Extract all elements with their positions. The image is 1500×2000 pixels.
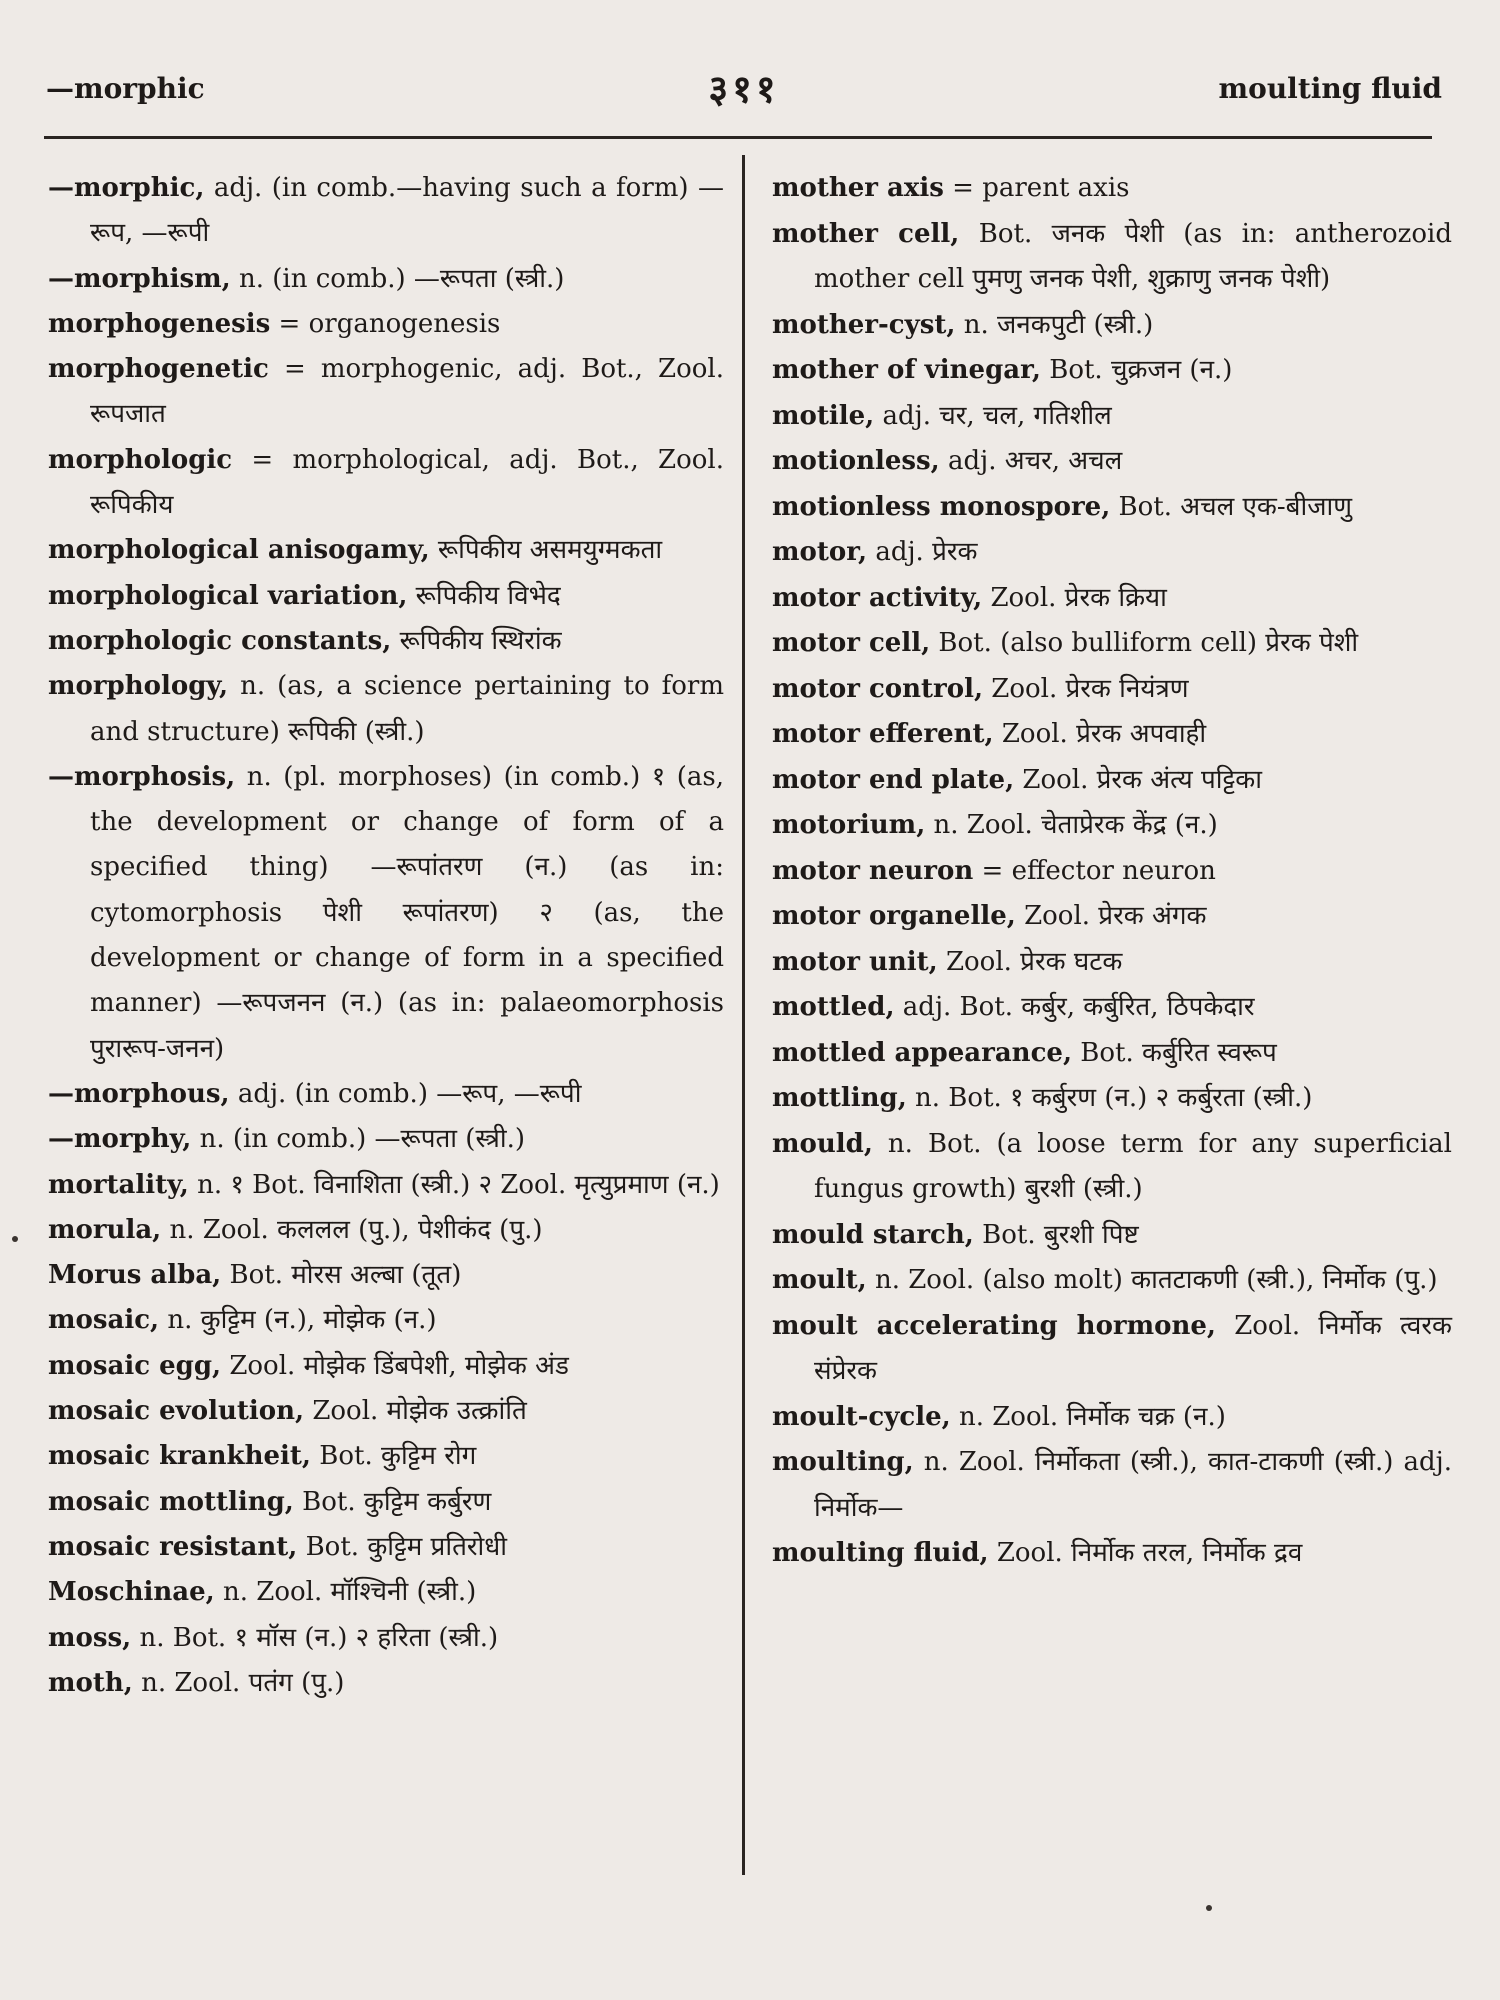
entry-definition: n. (in comb.) —रूपता (स्त्री.) bbox=[191, 1124, 526, 1155]
entry-headword: motor unit, bbox=[772, 946, 938, 977]
entry-headword: —morphous, bbox=[48, 1078, 230, 1109]
dictionary-entry bbox=[48, 1253, 724, 1298]
right-column bbox=[772, 166, 1461, 1577]
entry-headword: mosaic evolution, bbox=[48, 1396, 305, 1427]
page-number: ३११ bbox=[708, 66, 780, 111]
dictionary-entry bbox=[772, 1122, 1461, 1213]
entry-headword: morula, bbox=[48, 1214, 162, 1245]
entry-definition: n. (as, a science pertaining to form and structure) रूपिकी (स्त्री.) bbox=[90, 671, 733, 747]
dictionary-entry bbox=[772, 439, 1452, 485]
page-header bbox=[46, 62, 1442, 122]
dictionary-entry bbox=[772, 1213, 1452, 1259]
entry-definition: adj. प्रेरक bbox=[867, 537, 978, 567]
dictionary-entry bbox=[772, 348, 1452, 394]
entry-headword: mosaic resistant, bbox=[48, 1531, 298, 1562]
entry-headword: Morus alba, bbox=[48, 1260, 222, 1291]
entry-definition: Zool. निर्मोक तरल, निर्मोक द्रव bbox=[988, 1538, 1303, 1568]
entry-definition: n. Zool. कललल (पु.), पेशीकंद (पु.) bbox=[161, 1214, 543, 1245]
entry-headword: motorium, bbox=[772, 810, 926, 840]
dictionary-entry bbox=[772, 803, 1452, 849]
dictionary-entry bbox=[772, 940, 1452, 986]
entry-definition: n. (in comb.) —रूपता (स्त्री.) bbox=[230, 263, 565, 294]
entry-headword: motor organelle, bbox=[772, 901, 1016, 931]
dictionary-entry bbox=[48, 1525, 724, 1570]
entry-headword: morphological variation, bbox=[48, 580, 408, 611]
entry-headword: morphologic constants, bbox=[48, 625, 392, 656]
dictionary-entry bbox=[772, 212, 1461, 303]
dictionary-entry bbox=[48, 1072, 724, 1117]
entry-definition: n. Bot. (a loose term for any superficial fungus growth) बुरशी (स्त्री.) bbox=[814, 1128, 1461, 1204]
dictionary-entry bbox=[48, 1480, 724, 1525]
dictionary-entry bbox=[48, 528, 724, 573]
dictionary-entry bbox=[48, 574, 724, 619]
dictionary-entry bbox=[48, 1163, 724, 1208]
entry-definition: = morphological, adj. Bot., Zool. रूपिकीय bbox=[90, 444, 733, 521]
entry-headword: mottling, bbox=[772, 1083, 907, 1113]
dictionary-entry bbox=[48, 438, 733, 529]
ink-speck bbox=[12, 1236, 18, 1242]
entry-headword: mother axis bbox=[772, 173, 944, 203]
entry-definition: adj. चर, चल, गतिशील bbox=[874, 400, 1112, 431]
entry-definition: रूपिकीय स्थिरांक bbox=[391, 625, 562, 656]
entry-headword: morphologic bbox=[48, 444, 233, 475]
entry-definition: Zool. मोझेक उत्क्रांति bbox=[304, 1396, 527, 1427]
dictionary-entry bbox=[772, 166, 1452, 212]
dictionary-entry bbox=[772, 1440, 1461, 1531]
dictionary-entry bbox=[772, 758, 1452, 804]
header-left-guideword: —morphic bbox=[46, 72, 205, 105]
dictionary-entry bbox=[48, 755, 733, 1072]
dictionary-entry bbox=[772, 985, 1452, 1031]
entry-definition: n. Zool. निर्मोकता (स्त्री.), कात-टाकणी (स्त्री.) adj. निर्मोक— bbox=[814, 1447, 1461, 1523]
entry-definition: n. Zool. (also molt) कातटाकणी (स्त्री.), निर्मोक (पु.) bbox=[866, 1265, 1438, 1295]
entry-headword: motor end plate, bbox=[772, 764, 1015, 795]
entry-definition: Zool. निर्मोक त्वरक संप्रेरक bbox=[814, 1310, 1461, 1386]
dictionary-entry bbox=[48, 302, 724, 347]
dictionary-entry bbox=[772, 576, 1452, 622]
entry-headword: motor efferent, bbox=[772, 719, 994, 749]
entry-headword: mortality, bbox=[48, 1169, 189, 1200]
entry-headword: motionless monospore, bbox=[772, 491, 1111, 522]
entry-headword: motor control, bbox=[772, 673, 984, 704]
entry-definition: = morphogenic, adj. Bot., Zool. रूपजात bbox=[90, 354, 733, 430]
entry-headword: motile, bbox=[772, 400, 875, 431]
entry-definition: adj. Bot. कर्बुर, कर्बुरित, ठिपकेदार bbox=[894, 992, 1255, 1022]
entry-headword: —morphism, bbox=[48, 263, 231, 294]
dictionary-entry bbox=[772, 394, 1452, 440]
dictionary-entry bbox=[772, 1531, 1452, 1577]
entry-headword: moult, bbox=[772, 1265, 867, 1295]
entry-definition: Bot. कर्बुरित स्वरूप bbox=[1072, 1037, 1277, 1068]
entry-headword: Moschinae, bbox=[48, 1577, 215, 1608]
entry-definition: Bot. अचल एक-बीजाणु bbox=[1110, 491, 1353, 522]
entry-headword: mosaic egg, bbox=[48, 1350, 222, 1381]
dictionary-entry bbox=[48, 664, 733, 755]
entry-headword: moult accelerating hormone, bbox=[772, 1310, 1216, 1341]
dictionary-entry bbox=[48, 1298, 724, 1343]
entry-definition: n. (pl. morphoses) (in comb.) १ (as, the development or change of form of a specified thing) —रूपांतरण (न.) (as in: cytomorphosis पेशी रूपांतरण) २ (as, the development or change of form in a specified manner) —रूपजनन (न.) (as in: palaeomorphosis पुरारूप-जनन) bbox=[90, 761, 733, 1064]
entry-headword: motor neuron bbox=[772, 855, 974, 886]
entry-definition: n. Zool. चेताप्रेरक केंद्र (न.) bbox=[925, 810, 1218, 840]
entry-headword: —morphy, bbox=[48, 1124, 192, 1155]
dictionary-entry bbox=[48, 257, 724, 302]
entry-definition: Zool. प्रेरक घटक bbox=[937, 946, 1123, 977]
entry-headword: motor activity, bbox=[772, 582, 983, 613]
dictionary-entry bbox=[772, 530, 1452, 576]
dictionary-entry bbox=[48, 1208, 724, 1253]
entry-definition: Bot. बुरशी पिष्ट bbox=[973, 1219, 1139, 1250]
entry-headword: mother cell, bbox=[772, 218, 960, 249]
left-column bbox=[48, 166, 733, 1706]
entry-headword: mother of vinegar, bbox=[772, 355, 1041, 385]
entry-definition: Zool. प्रेरक अंगक bbox=[1015, 901, 1207, 931]
entry-headword: mosaic mottling, bbox=[48, 1486, 294, 1517]
entry-definition: n. Zool. मॉश्चिनी (स्त्री.) bbox=[214, 1577, 477, 1608]
dictionary-entry bbox=[772, 621, 1452, 667]
entry-definition: Zool. प्रेरक अपवाही bbox=[993, 719, 1207, 749]
entry-headword: moulting, bbox=[772, 1447, 914, 1477]
entry-headword: motor cell, bbox=[772, 628, 931, 658]
entry-definition: n. Bot. १ कर्बुरण (न.) २ कर्बुरता (स्त्री.) bbox=[906, 1083, 1313, 1113]
entry-definition: Zool. प्रेरक क्रिया bbox=[982, 582, 1167, 613]
dictionary-entry bbox=[772, 1031, 1452, 1077]
dictionary-entry bbox=[48, 619, 724, 664]
dictionary-entry bbox=[772, 1076, 1452, 1122]
entry-headword: motor, bbox=[772, 537, 868, 567]
entry-headword: morphogenetic bbox=[48, 354, 269, 385]
dictionary-entry bbox=[772, 485, 1452, 531]
entry-headword: mother-cyst, bbox=[772, 309, 956, 340]
entry-headword: moult-cycle, bbox=[772, 1401, 951, 1432]
entry-headword: mottled, bbox=[772, 992, 895, 1022]
dictionary-entry bbox=[48, 1117, 724, 1162]
entry-definition: Zool. प्रेरक नियंत्रण bbox=[983, 673, 1189, 704]
entry-definition: n. Zool. निर्मोक चक्र (न.) bbox=[950, 1401, 1226, 1432]
entry-headword: morphogenesis bbox=[48, 308, 271, 339]
dictionary-entry bbox=[48, 1344, 724, 1389]
entry-headword: moulting fluid, bbox=[772, 1538, 989, 1568]
entry-definition: adj. अचर, अचल bbox=[939, 446, 1123, 476]
entry-headword: morphological anisogamy, bbox=[48, 535, 430, 566]
dictionary-entry bbox=[772, 1304, 1461, 1395]
entry-headword: —morphosis, bbox=[48, 761, 236, 792]
entry-headword: mould starch, bbox=[772, 1219, 974, 1250]
dictionary-entry bbox=[48, 1616, 724, 1661]
entry-definition: = effector neuron bbox=[973, 855, 1216, 886]
entry-definition: n. कुट्टिम (न.), मोझेक (न.) bbox=[159, 1305, 437, 1336]
dictionary-entry bbox=[772, 849, 1452, 895]
entry-headword: mould, bbox=[772, 1128, 873, 1159]
column-divider bbox=[742, 155, 745, 1875]
ink-speck bbox=[1206, 1905, 1212, 1911]
dictionary-entry bbox=[772, 1258, 1452, 1304]
entry-definition: रूपिकीय असमयुग्मकता bbox=[429, 535, 663, 566]
entry-definition: n. जनकपुटी (स्त्री.) bbox=[955, 309, 1154, 340]
entry-definition: n. Zool. पतंग (पु.) bbox=[132, 1667, 345, 1698]
entry-definition: Bot. जनक पेशी (as in: antherozoid mother cell पुमणु जनक पेशी, शुक्राणु जनक पेशी) bbox=[814, 218, 1461, 294]
entry-definition: Bot. (also bulliform cell) प्रेरक पेशी bbox=[930, 628, 1359, 658]
dictionary-entry bbox=[48, 347, 733, 438]
entry-headword: moth, bbox=[48, 1667, 133, 1698]
entry-definition: adj. (in comb.) —रूप, —रूपी bbox=[229, 1078, 582, 1109]
dictionary-entry bbox=[772, 712, 1452, 758]
entry-headword: mosaic krankheit, bbox=[48, 1441, 311, 1472]
dictionary-entry bbox=[772, 303, 1452, 349]
entry-definition: = organogenesis bbox=[270, 308, 501, 339]
entry-definition: Zool. प्रेरक अंत्य पट्टिका bbox=[1014, 764, 1262, 795]
entry-definition: Bot. चुक्रजन (न.) bbox=[1040, 355, 1233, 385]
dictionary-entry bbox=[772, 1395, 1452, 1441]
entry-definition: n. १ Bot. विनाशिता (स्त्री.) २ Zool. मृत्युप्रमाण (न.) bbox=[188, 1169, 720, 1200]
entry-definition: Bot. कुट्टिम प्रतिरोधी bbox=[297, 1531, 507, 1562]
dictionary-entry bbox=[48, 166, 724, 257]
entry-definition: adj. (in comb.—having such a form) —रूप, —रूपी bbox=[90, 173, 724, 249]
entry-headword: —morphic, bbox=[48, 173, 205, 203]
dictionary-entry bbox=[48, 1434, 724, 1479]
entry-definition: Bot. कुट्टिम रोग bbox=[310, 1441, 477, 1472]
entry-definition: Bot. कुट्टिम कर्बुरण bbox=[293, 1486, 492, 1517]
dictionary-entry bbox=[772, 667, 1452, 713]
entry-definition: Bot. मोरस अल्बा (तूत) bbox=[221, 1260, 462, 1291]
entry-headword: moss, bbox=[48, 1622, 132, 1653]
entry-definition: रूपिकीय विभेद bbox=[407, 580, 561, 611]
entry-definition: n. Bot. १ मॉस (न.) २ हरिता (स्त्री.) bbox=[131, 1622, 499, 1653]
dictionary-entry bbox=[48, 1661, 724, 1706]
entry-definition: Zool. मोझेक डिंबपेशी, मोझेक अंड bbox=[221, 1350, 569, 1381]
dictionary-entry bbox=[48, 1570, 724, 1615]
dictionary-entry bbox=[48, 1389, 724, 1434]
entry-definition: = parent axis bbox=[943, 173, 1130, 203]
entry-headword: morphology, bbox=[48, 671, 229, 702]
dictionary-entry bbox=[772, 894, 1452, 940]
header-right-guideword: moulting fluid bbox=[1218, 72, 1442, 105]
entry-headword: mottled appearance, bbox=[772, 1037, 1072, 1068]
entry-headword: mosaic, bbox=[48, 1305, 160, 1336]
entry-headword: motionless, bbox=[772, 446, 940, 476]
header-rule bbox=[44, 136, 1432, 139]
